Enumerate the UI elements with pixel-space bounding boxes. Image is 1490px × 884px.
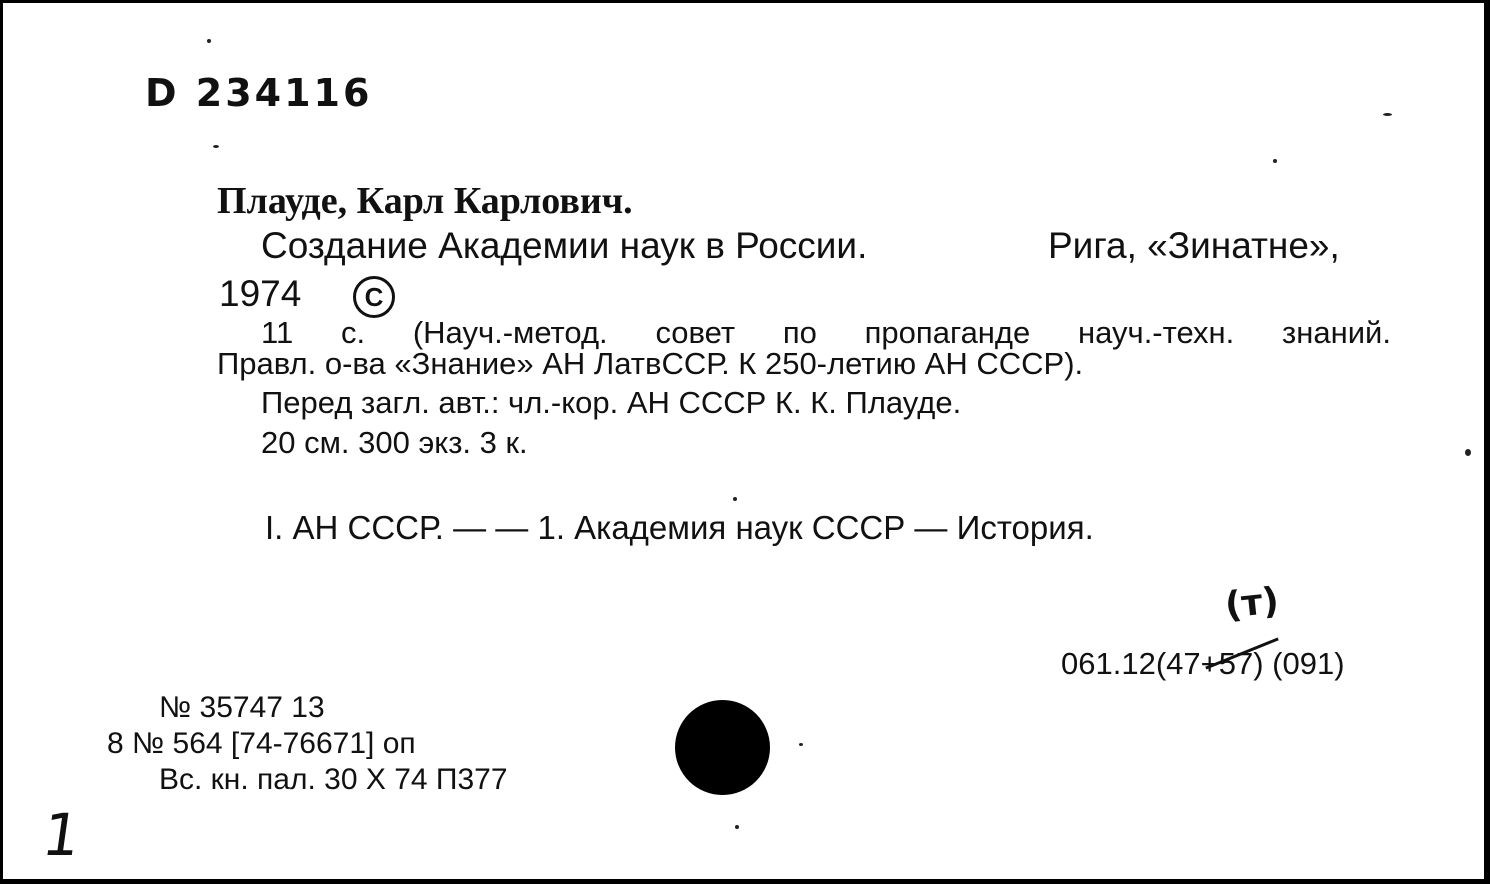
description-line-2: Правл. о-ва «Знание» АН ЛатвССР. К 250-летию АН СССР).	[217, 346, 1084, 381]
description-line-1: 11 с. (Науч.-метод. совет по пропаганде науч.-техн. знаний.	[261, 315, 1391, 350]
author-heading: Плауде, Карл Карлович.	[217, 180, 633, 222]
catalog-card	[3, 3, 1484, 879]
copyright-icon: C	[353, 276, 395, 318]
book-chamber-line: Вс. кн. пал. 30 X 74 П377	[159, 763, 508, 796]
speck	[799, 743, 803, 746]
punch-hole	[675, 700, 770, 795]
speck	[213, 145, 219, 148]
order-line: 8 № 564 [74-76671] оп	[107, 727, 416, 760]
book-title: Создание Академии наук в России.	[261, 225, 868, 266]
speck	[1383, 113, 1392, 116]
handwritten-mark: (т)	[1223, 580, 1281, 627]
classification-number: 061.12(47+57) (091)	[1061, 646, 1345, 681]
subject-tracings: I. АН СССР. — — 1. Академия наук СССР — История.	[265, 509, 1094, 546]
speck	[733, 497, 737, 501]
speck	[735, 825, 739, 829]
imprint-year: 1974	[219, 273, 302, 314]
speck	[1465, 449, 1471, 456]
speck	[207, 39, 211, 43]
call-number: D 234116	[145, 71, 373, 115]
handwritten-page-number: 1	[38, 801, 85, 869]
imprint-place: Рига, «Зинатне»,	[1048, 225, 1340, 266]
record-number: № 35747 13	[159, 691, 325, 724]
author-note: Перед загл. авт.: чл.-кор. АН СССР К. К. Плауде.	[261, 385, 962, 420]
speck	[1273, 159, 1277, 163]
physical-description: 20 см. 300 экз. 3 к.	[261, 425, 528, 460]
